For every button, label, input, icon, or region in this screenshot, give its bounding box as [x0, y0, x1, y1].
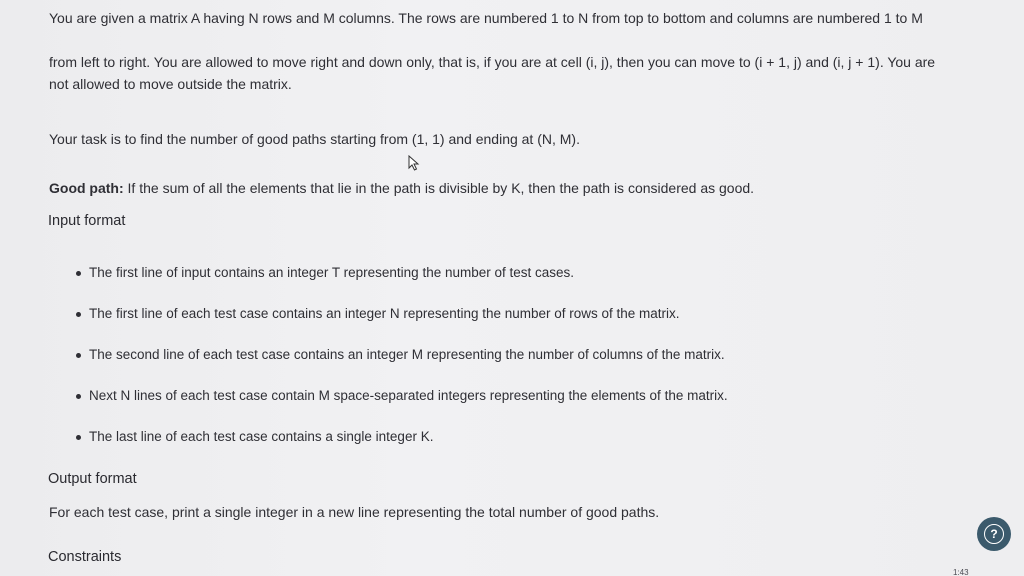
status-time: 1:43 [953, 568, 969, 576]
output-format-text: For each test case, print a single integer in a new line representing the total number of good paths. [49, 504, 660, 520]
intro-line-3: not allowed to move outside the matrix. [49, 76, 292, 92]
list-item: The last line of each test case contains a single integer K. [76, 427, 728, 468]
good-path-label: Good path: [49, 180, 124, 196]
mouse-pointer-icon [408, 155, 420, 176]
list-item: Next N lines of each test case contain M space-separated integers representing the elements of the matrix. [76, 386, 728, 427]
good-path-definition [49, 178, 754, 198]
input-format-heading: Input format [48, 213, 126, 229]
input-format-list [76, 263, 728, 468]
intro-line-1: You are given a matrix A having N rows and M columns. The rows are numbered 1 to N from top to bottom and columns are numbered 1 to M [49, 10, 923, 26]
list-item: The second line of each test case contains an integer M representing the number of columns of the matrix. [76, 345, 728, 386]
list-item: The first line of each test case contains an integer N representing the number of rows of the matrix. [76, 304, 728, 345]
question-circle-icon: ? [984, 524, 1004, 544]
task-statement: Your task is to find the number of good paths starting from (1, 1) and ending at (N, M). [49, 131, 580, 147]
good-path-text: If the sum of all the elements that lie in the path is divisible by K, then the path is considered as good. [127, 180, 755, 196]
output-format-heading: Output format [48, 471, 137, 487]
intro-line-2: from left to right. You are allowed to move right and down only, that is, if you are at cell (i, j), then you can move to (i + 1, j) and (i, j + 1). You are [49, 54, 936, 70]
list-item: The first line of input contains an integer T representing the number of test cases. [76, 263, 728, 304]
help-button[interactable] [977, 517, 1011, 551]
constraints-heading: Constraints [48, 549, 122, 565]
